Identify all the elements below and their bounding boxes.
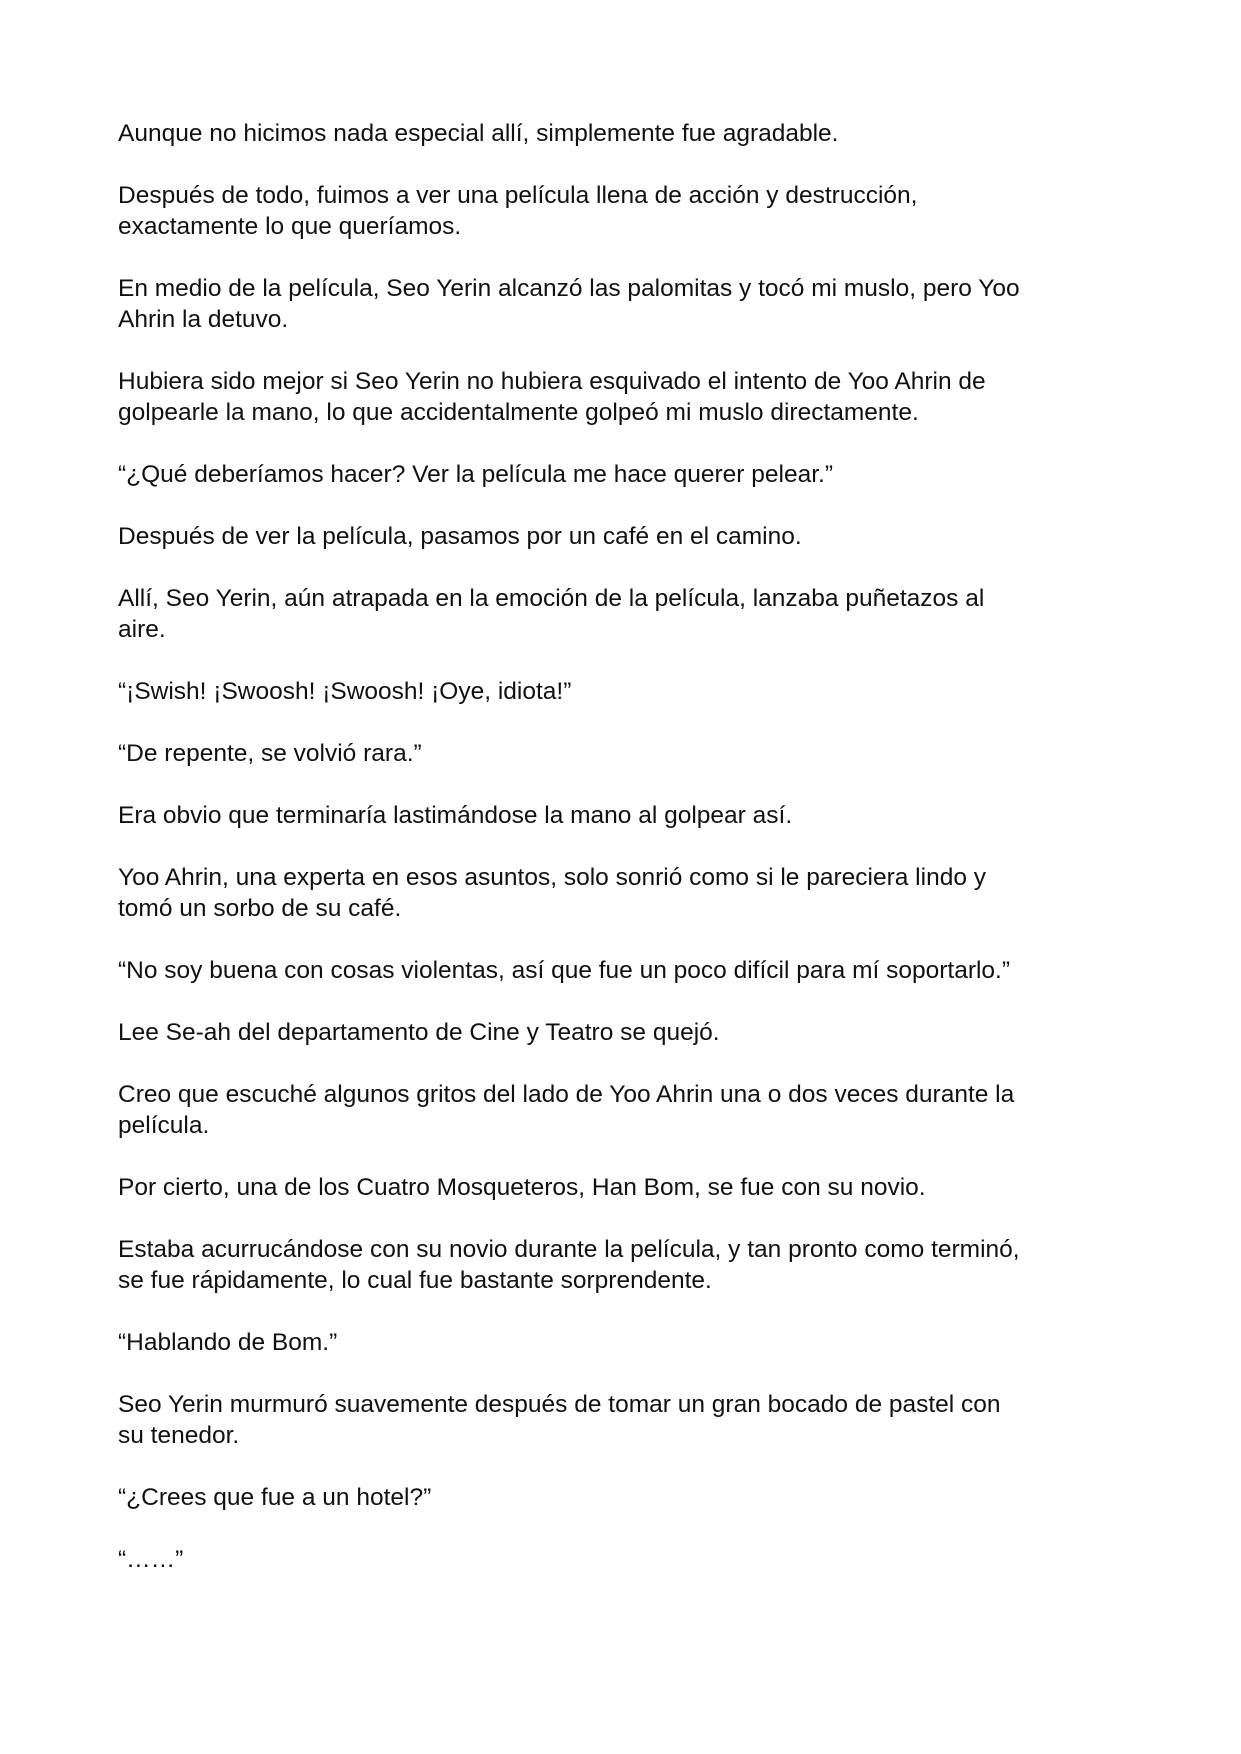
paragraph: “……” <box>118 1546 184 1573</box>
paragraph: “¿Qué deberíamos hacer? Ver la película me hace querer pelear.” <box>118 461 833 488</box>
paragraph: Seo Yerin murmuró suavemente después de tomar un gran bocado de pastel con su tenedor. <box>118 1391 1001 1449</box>
paragraph: Creo que escuché algunos gritos del lado de Yoo Ahrin una o dos veces durante la película. <box>118 1081 1015 1139</box>
paragraph: Allí, Seo Yerin, aún atrapada en la emoción de la película, lanzaba puñetazos al aire. <box>118 585 985 643</box>
paragraph: Era obvio que terminaría lastimándose la mano al golpear así. <box>118 802 793 829</box>
text-column <box>118 118 1128 1606</box>
paragraph: Estaba acurrucándose con su novio durante la película, y tan pronto como terminó, se fue rápidamente, lo cual fue bastante sorprendente. <box>118 1236 1020 1294</box>
paragraph: Después de todo, fuimos a ver una película llena de acción y destrucción, exactamente lo que queríamos. <box>118 182 918 240</box>
paragraph: Aunque no hicimos nada especial allí, simplemente fue agradable. <box>118 120 839 147</box>
paragraph: Por cierto, una de los Cuatro Mosqueteros, Han Bom, se fue con su novio. <box>118 1174 926 1201</box>
paragraph: “¿Crees que fue a un hotel?” <box>118 1484 432 1511</box>
paragraph: “Hablando de Bom.” <box>118 1329 338 1356</box>
paragraph: Lee Se-ah del departamento de Cine y Teatro se quejó. <box>118 1019 720 1046</box>
paragraph: Después de ver la película, pasamos por un café en el camino. <box>118 523 802 550</box>
paragraph: “De repente, se volvió rara.” <box>118 740 422 767</box>
paragraph: “¡Swish! ¡Swoosh! ¡Swoosh! ¡Oye, idiota!” <box>118 678 572 705</box>
paragraph: Yoo Ahrin, una experta en esos asuntos, solo sonrió como si le pareciera lindo y tomó un sorbo de su café. <box>118 864 987 922</box>
paragraph: En medio de la película, Seo Yerin alcanzó las palomitas y tocó mi muslo, pero Yoo Ahrin la detuvo. <box>118 275 1020 333</box>
paragraph: Hubiera sido mejor si Seo Yerin no hubiera esquivado el intento de Yoo Ahrin de golpearle la mano, lo que accidentalmente golpeó mi muslo directamente. <box>118 368 986 426</box>
paragraph: “No soy buena con cosas violentas, así que fue un poco difícil para mí soportarlo.” <box>118 957 1011 984</box>
